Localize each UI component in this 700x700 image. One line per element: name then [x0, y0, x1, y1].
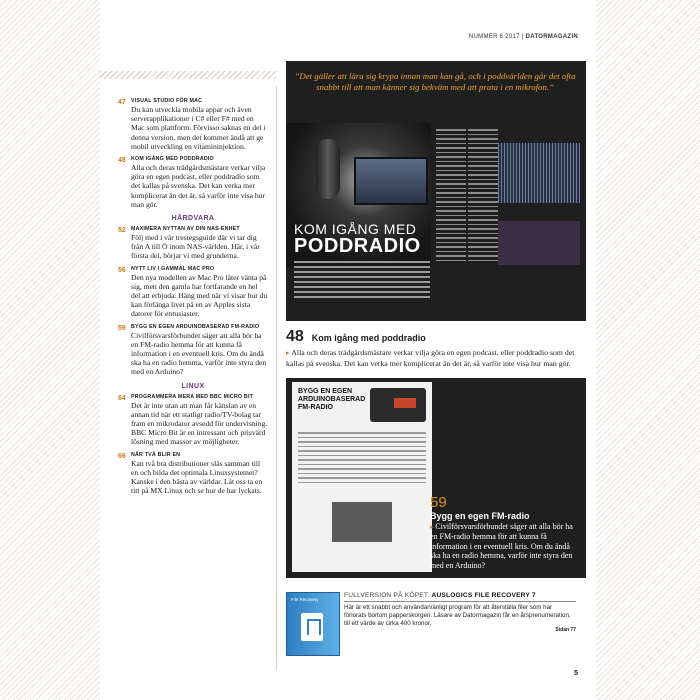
caption-title: Bygg en egen FM-radio — [430, 511, 530, 521]
toc-description: Civilförsvarsförbundet säger att alla bör ha en FM-radio hemma för att kunna få information i en eventuell kris. Om du ändå ska ha en radio hemma, varför inte styra den med en Arduino? — [131, 330, 267, 377]
toc-title: KOM IGÅNG MED PODDRADIO — [131, 156, 214, 163]
pull-quote: ”Det gäller att lära sig krypa innan man kan gå, och i poddvärlden går det ofta snabbt till att man känner sig bekväm med att prata i en mikrofon.” — [294, 71, 576, 92]
radio-image — [370, 388, 426, 422]
caption-description: ▸ Alla och deras trädgårdsmästare verkar vilja göra en egen podcast, eller poddradio som det kallas på svenska. Det kan verka mer komplicerat än det är, så varför inte visa hur man gör. — [286, 348, 586, 368]
toc-page-number: 59 — [118, 324, 126, 332]
toc-description: Det är inte utan att man får känslan av en annan tid när ett statligt radio/TV-bolag tar fram en mikrodator avsedd för undervisning. BBC Micro Bit är en intressant och prisvärd lösning med massor av möjligheter. — [131, 400, 268, 447]
toc-description: Den nya modellen av Mac Pro låter vänta på sig, men den gamla har fortfarande en hel del att erbjuda. Häng med när vi visar hur du kan förlänga livet på en av Apples sista datorer för entusiaster. — [131, 272, 268, 319]
toc-description: Alla och deras trädgårdsmästare verkar vilja göra en egen podcast, eller poddradio som det kallas på svenska. Det kan verka mer komplicerat än det är, så varför inte visa hur man gör. — [131, 163, 266, 209]
toc-page-number: 47 — [118, 99, 126, 106]
background-pattern-left — [0, 0, 100, 700]
magazine-name: DATORMAGAZIN — [525, 34, 578, 40]
audio-waveform-screenshot — [498, 143, 580, 203]
circuit-board-image — [332, 502, 392, 542]
toc-title: NÄR TVÅ BLIR EN — [131, 451, 181, 458]
table-of-contents — [118, 96, 268, 501]
toc-description: Följ med i vår trestegsguide där vi tar dig från A till Ö inom NAS-världen. Här, i vår första del, börjar vi med grunderna. — [131, 233, 260, 261]
toc-title: VISUAL STUDIO FÖR MAC — [131, 98, 203, 104]
issue-label: NUMMER 6 2017 | — [468, 34, 524, 40]
text-column — [436, 129, 466, 264]
toc-page-number: 66 — [118, 452, 126, 460]
spread-left-page — [292, 382, 432, 572]
body-text-lines — [294, 261, 430, 311]
toc-entry[interactable] — [118, 324, 268, 377]
toc-entry[interactable] — [118, 266, 268, 319]
offer-page-reference: Sidan 77 — [555, 627, 576, 634]
column-divider — [276, 86, 277, 670]
section-heading-linux: LINUX — [181, 382, 205, 390]
toc-title: PROGRAMMERA MERA MED BBC MICRO BIT — [131, 393, 254, 400]
divider — [344, 601, 576, 602]
spread-title: BYGG EN EGEN ARDUINOBASERAD FM-RADIO — [298, 388, 366, 411]
feature-spread-poddradio[interactable] — [286, 61, 586, 321]
toc-description: Du kan utveckla mobila appar och även serverapplikationer i C# eller F# med en Mac som plattform. Förvisso saknas en del i denna version, men det kommer ändå att ge mobil utveckling en vitamininjektion. — [131, 105, 266, 151]
software-screenshot — [498, 221, 580, 265]
offer-label: FULLVERSION PÅ KÖPET: — [344, 592, 430, 599]
microphone-image — [316, 139, 340, 199]
toc-entry[interactable] — [118, 394, 268, 447]
spread-right-page — [436, 123, 582, 313]
caption-page-number: 48 — [286, 328, 304, 345]
monitor-image — [354, 157, 428, 205]
toc-page-number: 52 — [118, 227, 126, 235]
toc-entry[interactable] — [118, 226, 268, 261]
magazine-page — [100, 0, 596, 700]
offer-product: AUSLOGICS FILE RECOVERY 7 — [431, 592, 536, 599]
toc-page-number: 48 — [118, 157, 126, 165]
offer-text — [344, 592, 576, 633]
text-column — [468, 129, 498, 264]
toc-entry[interactable] — [118, 452, 268, 496]
body-text-lines — [298, 432, 426, 486]
section-heading-hardvara: HÅRDVARA — [171, 215, 215, 223]
toc-description: Kan två bra distributioner slås samman till en och bilda det optimala Linuxsystemet? Kanske i den bästa av världar. Låt oss ta en titt på MX Linux och se hur de har lyckats. — [131, 458, 263, 496]
box-label: File Recovery — [291, 597, 319, 602]
page-header — [469, 34, 578, 40]
page-number: 5 — [574, 670, 578, 677]
toc-title: MAXIMERA NYTTAN AV DIN NAS-ENHET — [131, 226, 240, 233]
toc-entry[interactable] — [118, 98, 268, 151]
offer-description: Här är ett snabbt och användarvänligt program för att återställa filer som har förlorats bortom papperskorgen. Läsare av Datormagazin får en årsprenumeration, till ett värde av cirka 400 kronor. — [344, 604, 571, 627]
feature-caption-fm-radio — [430, 494, 582, 570]
caption-title: Kom igång med poddradio — [311, 333, 426, 343]
caption-description: ▸ Civilförsvarsförbundet säger att alla bör ha en FM-radio hemma för att kunna få information i en eventuell kris. Om du ändå ska ha en radio hemma, varför inte styra den med en Arduino? — [430, 522, 582, 570]
feature-spread-fm-radio[interactable] — [286, 378, 586, 578]
feature-caption-poddradio[interactable] — [286, 328, 586, 368]
caption-page-number: 59 — [430, 494, 447, 511]
toc-page-number: 56 — [118, 266, 126, 274]
spread-headline-big: PODDRADIO — [294, 235, 421, 257]
toc-title: BYGG EN EGEN ARDUINOBASERAD FM-RADIO — [131, 323, 260, 330]
toc-page-number: 64 — [118, 394, 126, 402]
decorative-band — [100, 71, 276, 79]
background-pattern-right — [596, 0, 700, 700]
spread-headline-small: KOM IGÅNG MED — [294, 221, 417, 237]
toc-entry[interactable] — [118, 156, 268, 209]
file-recovery-icon — [301, 613, 323, 641]
software-box-image — [286, 592, 340, 656]
toc-title: NYTT LIV I GAMMAL MAC PRO — [131, 265, 215, 272]
offer-heading — [344, 592, 576, 599]
